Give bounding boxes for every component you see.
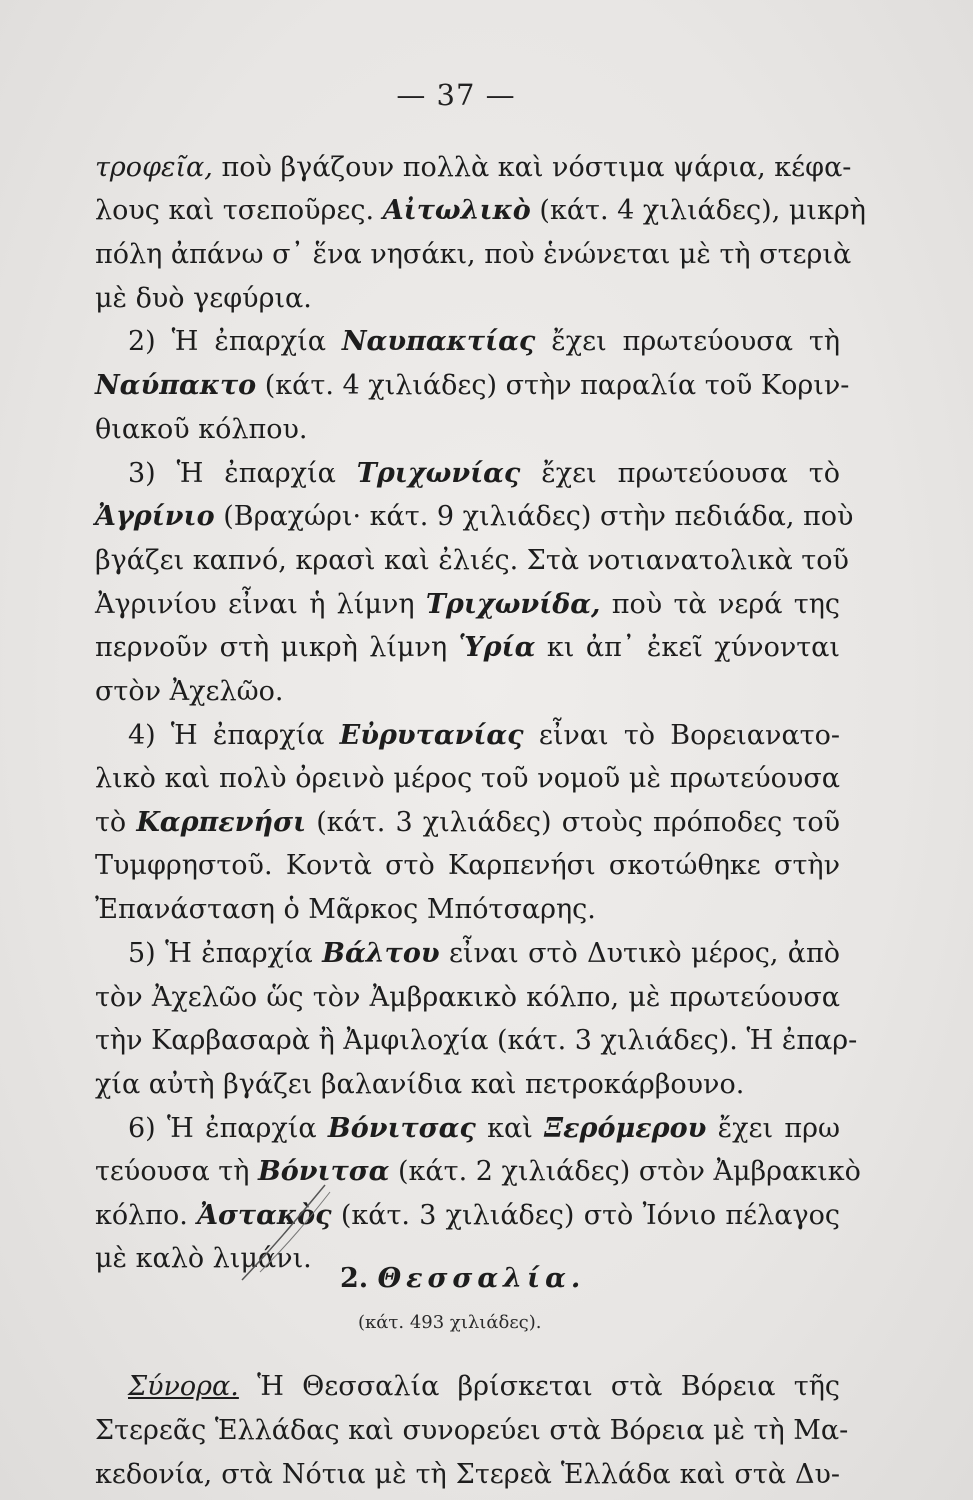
text-run: (κάτ. 2 χιλιάδες) στὸν Ἀμβρακικὸ xyxy=(389,1156,861,1187)
text-run: (κάτ. 3 χιλιάδες) στοὺς πρόποδες τοῦ xyxy=(306,807,840,838)
text-run: 2) Ἡ ἐπαρχία xyxy=(128,326,342,357)
text-line xyxy=(95,495,854,539)
text-line xyxy=(128,714,840,758)
text-run: (Βραχώρι· κάτ. 9 χιλιάδες) στὴν πεδιάδα, ποὺ xyxy=(214,501,854,532)
text-run: στὸν Ἀχελῶο. xyxy=(95,676,284,707)
emphasized-term: Ξερόμερου xyxy=(544,1113,707,1144)
text-run: ἔχει πρω xyxy=(706,1113,840,1144)
emphasized-term: Σύνορα. xyxy=(128,1371,239,1402)
text-run: ἔχει πρωτεύουσα τὸ xyxy=(520,458,840,489)
text-run: τὸν Ἀχελῶο ὥς τὸν Ἀμβρακικὸ κόλπο, μὲ πρωτεύουσα xyxy=(95,982,840,1013)
text-line xyxy=(95,583,840,627)
emphasized-term: Εὐρυτανίας xyxy=(339,720,524,751)
text-run: 5) Ἡ ἐπαρχία xyxy=(128,938,323,969)
emphasized-term: Ἀστακὸς xyxy=(197,1200,332,1231)
text-line xyxy=(128,1107,840,1151)
emphasized-term: Ναύπακτο xyxy=(95,370,257,401)
text-run: τὸ xyxy=(95,807,137,838)
text-line xyxy=(95,1063,840,1107)
text-run: Ἀγρινίου εἶναι ἡ λίμνη xyxy=(95,589,426,620)
emphasized-term: Καρπενήσι xyxy=(136,807,307,838)
text-line xyxy=(128,932,840,976)
text-run: (κάτ. 4 χιλιάδες), μικρὴ xyxy=(530,195,866,226)
text-line xyxy=(128,452,840,496)
text-run: (κάτ. 4 χιλιάδες) στὴν παραλία τοῦ Κοριν- xyxy=(256,370,850,401)
text-run: 3) Ἡ ἐπαρχία xyxy=(128,458,357,489)
section-title: Θεσσαλία. xyxy=(377,1263,586,1294)
text-run: εἶναι τὸ Βορειανατο- xyxy=(523,720,840,751)
text-run: λικὸ καὶ πολὺ ὀρεινὸ μέρος τοῦ νομοῦ μὲ πρωτεύουσα xyxy=(95,763,840,794)
text-run: ποὺ βγάζουν πολλὰ καὶ νόστιμα ψάρια, κέφα- xyxy=(212,152,852,183)
text-run: 4) Ἡ ἐπαρχία xyxy=(128,720,340,751)
text-run: μὲ δυὸ γεφύρια. xyxy=(95,283,312,314)
text-run: καὶ xyxy=(475,1113,545,1144)
section-number: 2. xyxy=(340,1263,369,1294)
text-line xyxy=(95,146,852,190)
text-run: πόλη ἀπάνω σ᾽ ἕνα νησάκι, ποὺ ἑνώνεται μὲ τὴ στεριὰ xyxy=(95,239,852,270)
text-line xyxy=(95,670,840,714)
text-run: μὲ καλὸ λιμάνι. xyxy=(95,1243,312,1274)
text-run: κι ἀπ᾽ ἐκεῖ χύνονται xyxy=(535,632,840,663)
text-line xyxy=(95,626,840,670)
text-run: κόλπο. xyxy=(95,1200,198,1231)
emphasized-term: Τριχωνίδα, xyxy=(425,589,601,620)
page-number: — 37 — xyxy=(396,78,516,112)
text-run: Στερεᾶς Ἑλλάδας καὶ συνορεύει στὰ Βόρεια μὲ τὴ Μα- xyxy=(95,1415,849,1446)
emphasized-term: τροφεῖα, xyxy=(95,152,213,183)
text-run: ἔχει πρωτεύουσα τὴ xyxy=(535,326,840,357)
emphasized-term: Τριχωνίας xyxy=(356,458,521,489)
text-line xyxy=(128,1365,840,1409)
text-line xyxy=(128,320,840,364)
text-line xyxy=(95,539,849,583)
emphasized-term: Ἀγρίνιο xyxy=(95,501,215,532)
text-line xyxy=(95,844,840,888)
pencil-mark xyxy=(230,1180,340,1290)
text-line xyxy=(95,277,840,321)
text-run: χία αὐτὴ βγάζει βαλανίδια καὶ πετροκάρβουνο. xyxy=(95,1069,745,1100)
text-line xyxy=(95,189,866,233)
text-line xyxy=(95,757,840,801)
text-line xyxy=(95,233,852,277)
text-line xyxy=(95,408,840,452)
text-line xyxy=(95,364,850,408)
text-line xyxy=(95,1453,840,1497)
text-run: περνοῦν στὴ μικρὴ λίμνη xyxy=(95,632,459,663)
emphasized-term: Αἰτωλικὸ xyxy=(382,195,531,226)
text-line xyxy=(95,888,840,932)
emphasized-term: Ναυπακτίας xyxy=(341,326,536,357)
text-line xyxy=(95,801,840,845)
text-run: τὴν Καρβασαρὰ ἢ Ἀμφιλοχία (κάτ. 3 χιλιάδες). Ἡ ἐπαρ- xyxy=(95,1025,858,1056)
emphasized-term: Βόνιτσα xyxy=(257,1156,390,1187)
text-line xyxy=(95,1194,840,1238)
text-run: κεδονία, στὰ Νότια μὲ τὴ Στερεὰ Ἑλλάδα καὶ στὰ Δυ- xyxy=(95,1459,840,1490)
text-line xyxy=(95,1409,849,1453)
text-run: θιακοῦ κόλπου. xyxy=(95,414,308,445)
text-run: Ἡ Θεσσαλία βρίσκεται στὰ Βόρεια τῆς xyxy=(238,1371,840,1402)
emphasized-term: Βάλτου xyxy=(322,938,440,969)
emphasized-term: Βόνιτσας xyxy=(327,1113,476,1144)
text-line xyxy=(95,1150,861,1194)
text-run: λους καὶ τσεποῦρες. xyxy=(95,195,383,226)
text-line xyxy=(95,976,840,1020)
text-run: εἶναι στὸ Δυτικὸ μέρος, ἀπὸ xyxy=(439,938,840,969)
section-heading xyxy=(340,1263,585,1294)
text-run: ποὺ τὰ νερά της xyxy=(600,589,840,620)
text-run: Τυμφρηστοῦ. Κοντὰ στὸ Καρπενήσι σκοτώθηκε στὴν xyxy=(95,850,840,881)
text-run: Ἐπανάσταση ὁ Μᾶρκος Μπότσαρης. xyxy=(95,894,596,925)
text-run: (κάτ. 3 χιλιάδες) στὸ Ἰόνιο πέλαγος xyxy=(331,1200,840,1231)
text-line xyxy=(95,1019,858,1063)
section-subtitle: (κάτ. 493 χιλιάδες). xyxy=(358,1312,542,1333)
emphasized-term: Ὑρία xyxy=(458,632,536,663)
text-run: βγάζει καπνό, κρασὶ καὶ ἐλιές. Στὰ νοτιανατολικὰ τοῦ xyxy=(95,545,849,576)
text-run: 6) Ἡ ἐπαρχία xyxy=(128,1113,328,1144)
text-run: τεύουσα τὴ xyxy=(95,1156,258,1187)
